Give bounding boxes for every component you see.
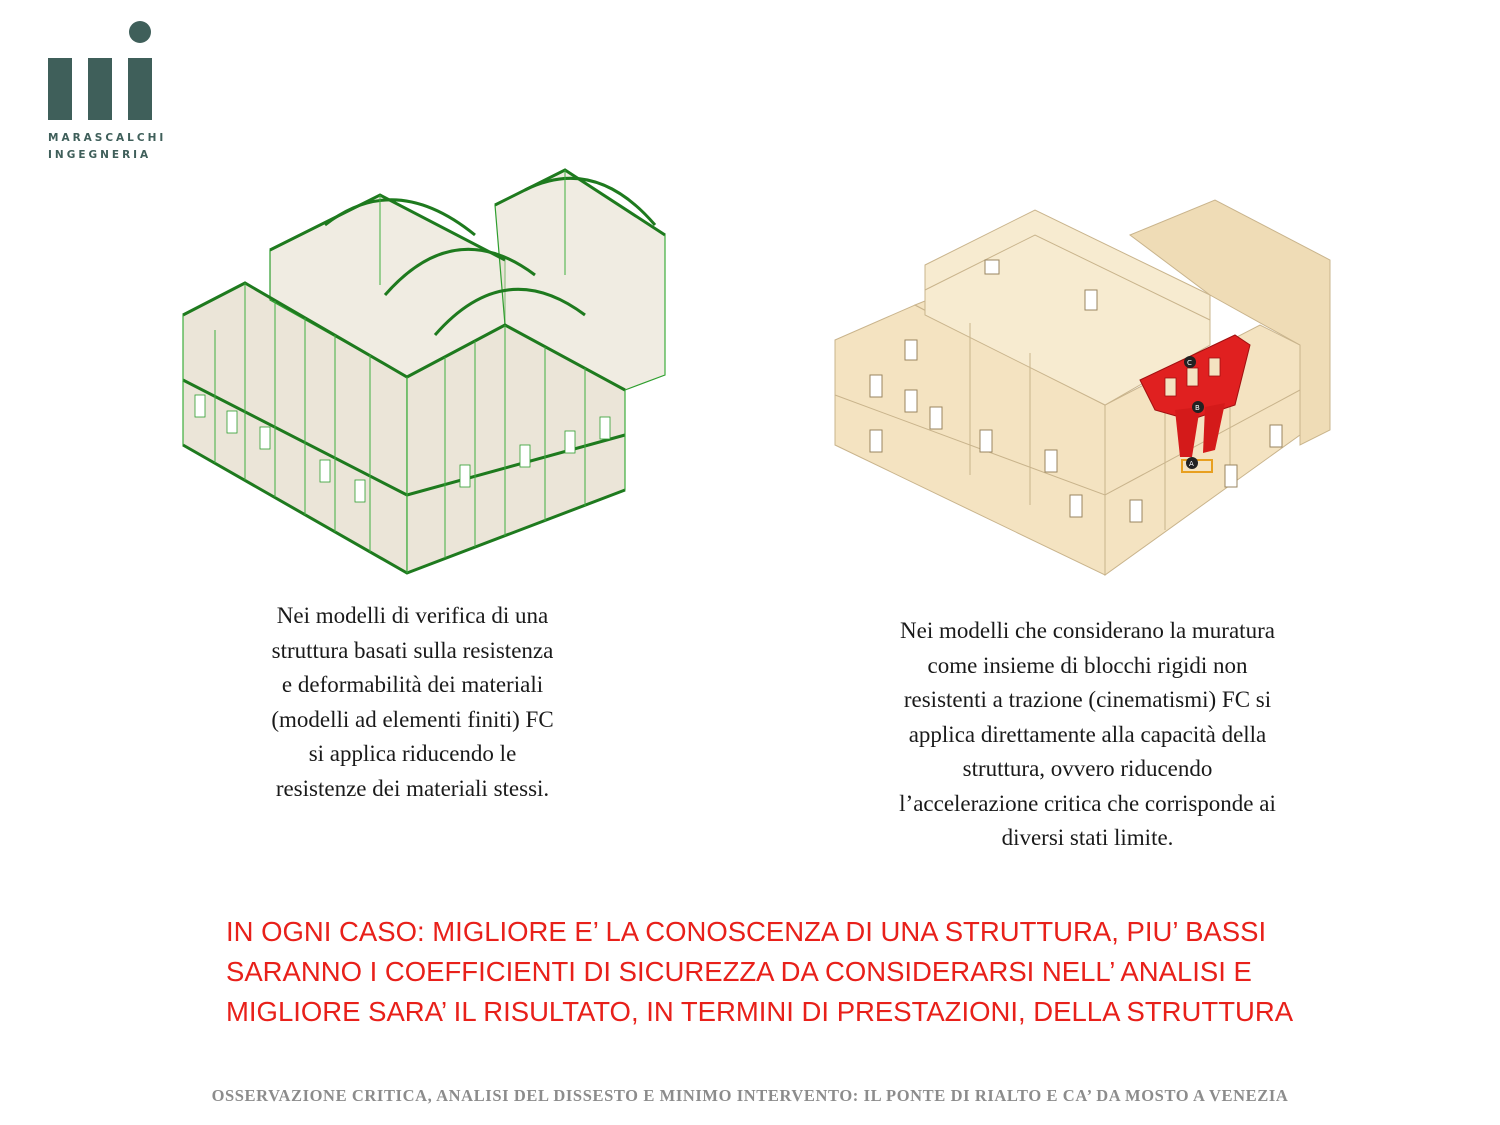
caption-left-line: resistenze dei materiali stessi. (275, 775, 550, 801)
caption-left-line: struttura basati sulla resistenza (271, 637, 554, 663)
caption-right-line: Nei modelli che considerano la muratura (900, 618, 1275, 643)
caption-left-line: e deformabilità dei materiali (281, 672, 544, 697)
rigid-block-model-icon (830, 195, 1335, 580)
footer-presentation-title: OSSERVAZIONE CRITICA, ANALISI DEL DISSESTO E MINIMO INTERVENTO: IL PONTE DI RIALTO E CA’ DA MOSTO A VENEZIA (211, 1086, 1289, 1105)
caption-left-line: si applica riducendo le (308, 741, 517, 766)
caption-right-line: diversi stati limite. (1001, 825, 1174, 850)
finite-element-model-icon (175, 165, 675, 580)
logo-text-line1: MARASCALCHI (48, 132, 167, 144)
caption-left-line: (modelli ad elementi finiti) FC (271, 706, 554, 732)
logo-mark-icon (46, 18, 156, 128)
svg-text:C: C (1187, 359, 1192, 367)
kinematic-model-figure (830, 195, 1335, 580)
caption-right-line: applica direttamente alla capacità della (908, 721, 1267, 747)
svg-text:B: B (1195, 404, 1200, 412)
conclusion-line: MIGLIORE SARA’ IL RISULTATO, IN TERMINI DI PRESTAZIONI, DELLA STRUTTURA (226, 996, 1294, 1027)
finite-element-model-figure (175, 165, 675, 580)
caption-right-line: struttura, ovvero riducendo (962, 756, 1213, 781)
caption-right-line: resistenti a trazione (cinematismi) FC si (903, 687, 1272, 712)
caption-fem-models (215, 599, 610, 806)
conclusion-statement (226, 912, 1476, 1032)
logo-text-line2: INGEGNERIA (48, 149, 152, 161)
caption-kinematic-models (830, 614, 1345, 856)
caption-right-line: come insieme di blocchi rigidi non (927, 652, 1248, 678)
svg-text:A: A (1189, 460, 1194, 468)
conclusion-line: IN OGNI CASO: MIGLIORE E’ LA CONOSCENZA DI UNA STRUTTURA, PIU’ BASSI (226, 916, 1267, 947)
caption-right-line: l’accelerazione critica che corrisponde ai (899, 790, 1276, 816)
company-logo (46, 18, 167, 168)
conclusion-line: SARANNO I COEFFICIENTI DI SICUREZZA DA CONSIDERARSI NELL’ ANALISI E (226, 956, 1252, 987)
caption-left-line: Nei modelli di verifica di una (276, 603, 549, 628)
